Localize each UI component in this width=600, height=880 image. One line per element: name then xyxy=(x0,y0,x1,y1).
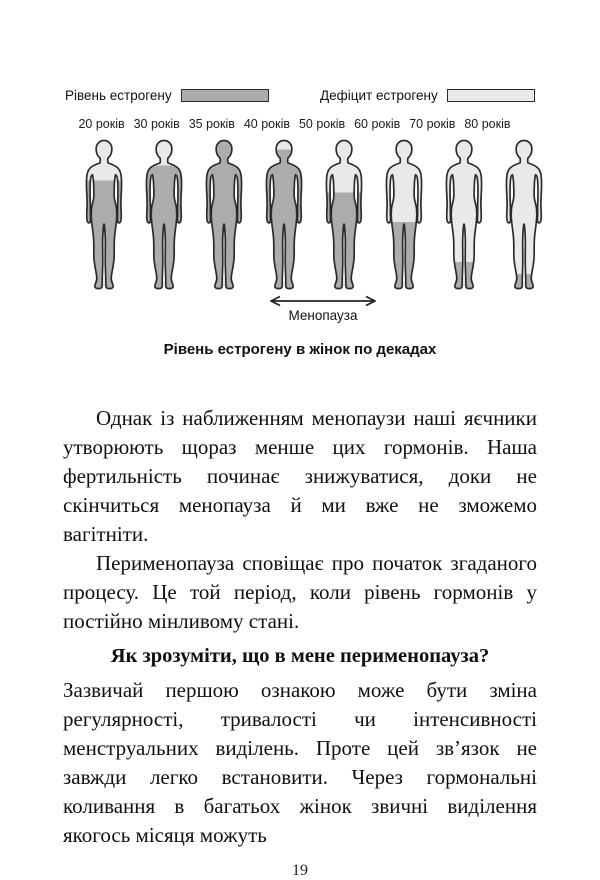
figure-legend xyxy=(0,88,600,104)
age-label: 35 років xyxy=(188,117,235,131)
age-label: 40 років xyxy=(243,117,291,131)
body-silhouette xyxy=(134,139,194,289)
estrogen-level-swatch xyxy=(181,89,269,102)
menopause-range-arrow-icon xyxy=(268,295,378,307)
age-label: 50 років xyxy=(298,117,346,131)
age-label: 60 років xyxy=(354,117,401,131)
menopause-annotation xyxy=(0,289,600,333)
legend-estrogen-level xyxy=(65,88,269,103)
silhouettes-row xyxy=(74,139,515,289)
body-silhouette xyxy=(194,139,254,289)
estrogen-deficit-swatch xyxy=(447,89,535,102)
age-label: 30 років xyxy=(133,117,180,131)
paragraph: Однак із наближенням менопаузи наші яєчники утворюють щораз менше цих гормонів. Наша фертильність починає знижуватися, доки не скінчиться менопауза й ми вже не зможемо вагітніти. xyxy=(63,406,537,546)
age-label: 70 років xyxy=(409,117,456,131)
paragraph: Зазвичай першою ознакою може бути зміна регулярності, тривалості чи інтенсивності менструальних виділень. Проте цей зв’язок не завжди легко встановити. Через гормональні коливання в багатьох жінок звичні виділення якогось місяця можуть xyxy=(63,678,537,847)
menopause-label: Менопауза xyxy=(288,308,358,323)
body-silhouette xyxy=(314,139,374,289)
age-label: 80 років xyxy=(464,117,511,131)
age-labels-row xyxy=(74,117,515,133)
body-silhouette xyxy=(74,139,134,289)
body-silhouette xyxy=(494,139,554,289)
body-silhouette xyxy=(374,139,434,289)
figure-caption: Рівень естрогену в жінок по декадах xyxy=(163,341,437,358)
body-silhouette xyxy=(434,139,494,289)
body-silhouette xyxy=(254,139,314,289)
age-label: 20 років xyxy=(78,117,125,131)
page-number: 19 xyxy=(292,862,308,879)
paragraph: Перименопауза сповіщає про початок згаданого процесу. Це той період, коли рівень гормонів у постійно мінливому стані. xyxy=(63,551,537,633)
section-heading: Як зрозуміти, що в мене перименопауза? xyxy=(110,645,490,667)
legend-estrogen-deficit-label: Дефіцит естрогену xyxy=(320,88,438,103)
estrogen-figure xyxy=(0,0,600,358)
body-text xyxy=(0,404,600,850)
legend-estrogen-level-label: Рівень естрогену xyxy=(65,88,172,103)
legend-estrogen-deficit xyxy=(320,88,535,103)
